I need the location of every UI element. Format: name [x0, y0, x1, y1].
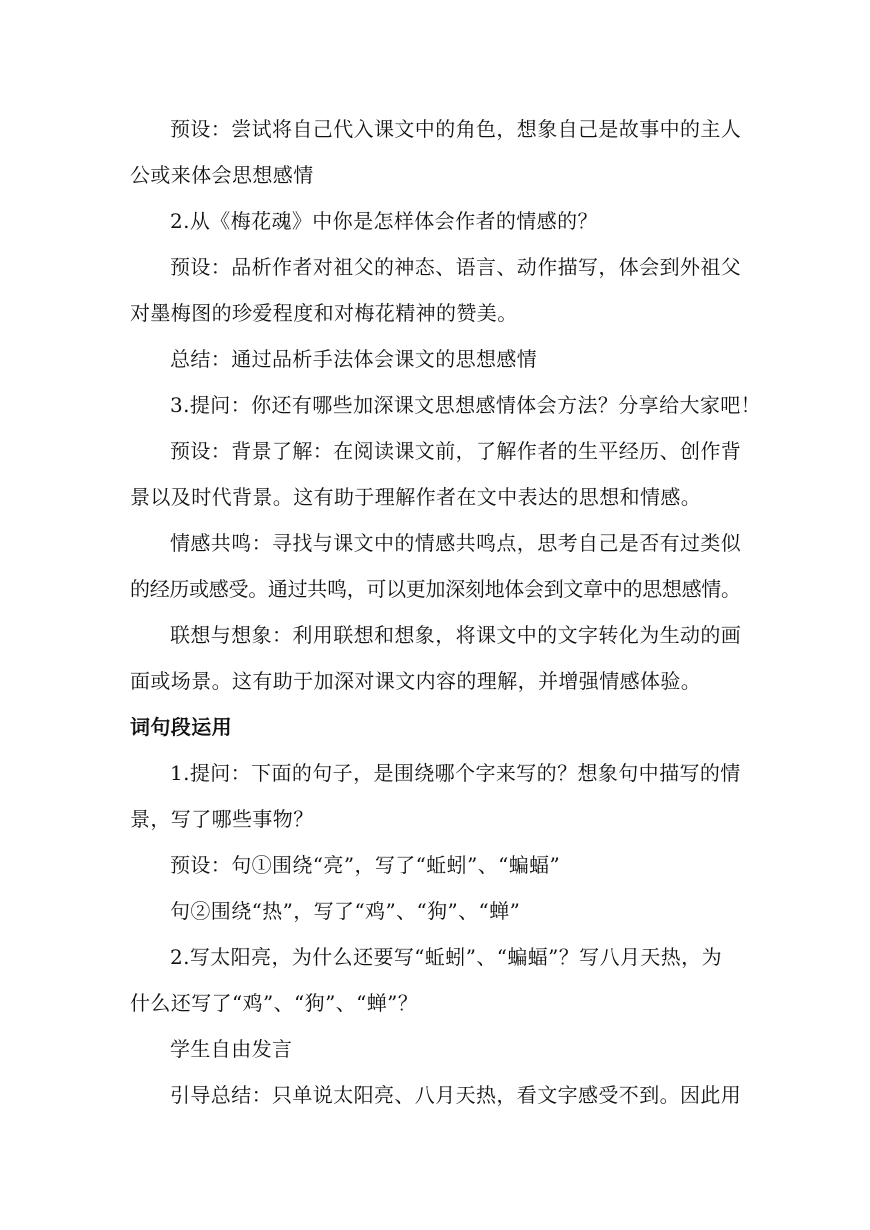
question-line: 2.写太阳亮，为什么还要写“蚯蚓”、“蝙蝠”？写八月天热，为 — [170, 945, 722, 969]
paragraph-line: 情感共鸣：寻找与课文中的情感共鸣点，思考自己是否有过类似 — [170, 531, 742, 555]
summary-line: 总结：通过品析手法体会课文的思想感情 — [170, 347, 538, 371]
paragraph-line: 预设：尝试将自己代入课文中的角色，想象自己是故事中的主人 — [170, 117, 742, 141]
paragraph-line: 面或场景。这有助于加深对课文内容的理解，并增强情感体验。 — [130, 669, 702, 693]
paragraph-line: 景以及时代背景。这有助于理解作者在文中表达的思想和情感。 — [130, 485, 702, 509]
paragraph-line: 引导总结：只单说太阳亮、八月天热，看文字感受不到。因此用 — [170, 1083, 742, 1107]
question-line: 2.从《梅花魂》中你是怎样体会作者的情感的？ — [170, 209, 598, 233]
paragraph-line: 对墨梅图的珍爱程度和对梅花精神的赞美。 — [130, 301, 518, 325]
section-heading: 词句段运用 — [130, 715, 232, 739]
paragraph-line: 什么还写了“鸡”、“狗”、“蝉”？ — [130, 991, 419, 1015]
paragraph-line: 联想与想象：利用联想和想象，将课文中的文字转化为生动的画 — [170, 623, 742, 647]
paragraph-line: 预设：品析作者对祖父的神态、语言、动作描写，体会到外祖父 — [170, 255, 742, 279]
paragraph-line: 预设：背景了解：在阅读课文前，了解作者的生平经历、创作背 — [170, 439, 742, 463]
paragraph-line: 预设：句①围绕“亮”，写了“蚯蚓”、“蝙蝠” — [170, 853, 561, 877]
paragraph-line: 景，写了哪些事物？ — [130, 807, 314, 831]
question-line: 1.提问：下面的句子，是围绕哪个字来写的？想象句中描写的情 — [170, 761, 741, 785]
paragraph-line: 的经历或感受。通过共鸣，可以更加深刻地体会到文章中的思想感情。 — [130, 577, 741, 601]
question-line: 3.提问：你还有哪些加深课文思想感情体会方法？分享给大家吧！ — [170, 393, 762, 417]
paragraph-line: 句②围绕“热”，写了“鸡”、“狗”、“蝉” — [170, 899, 521, 923]
paragraph-line: 公或来体会思想感情 — [130, 163, 314, 187]
paragraph-line: 学生自由发言 — [170, 1037, 293, 1061]
